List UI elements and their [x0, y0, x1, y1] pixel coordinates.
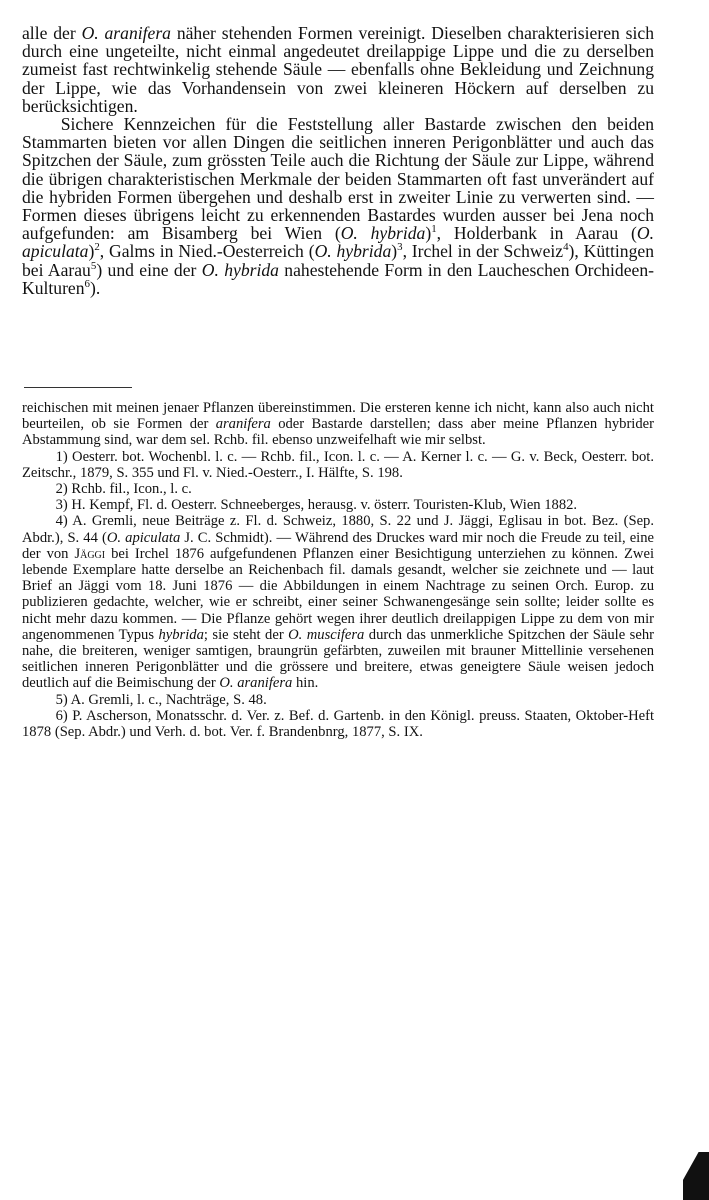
text-run: durch das unmerkliche Spitzchen der Säule sehr nahe, die breiteren, weniger samtigen, braungrün gefärbten, zuweilen mit brauner Mittellinie versehenen seitlichen inneren Perigonblätter und die grössere und breitere, etwas geneigtere Säule weisen jedoch deutlich auf die Beimischung der: [22, 626, 654, 692]
footnote-6: 6) P. Ascherson, Monatsschr. d. Ver. z. Bef. d. Gartenb. in den Königl. preuss. Staaten, Oktober-Heft 1878 (Sep. Abdr.) und Verh. d. bot. Ver. f. Brandenbnrg, 1877, S. IX.: [22, 707, 654, 741]
text-run: näher stehenden Formen vereinigt. Dieselben charakterisieren sich durch eine ungeteilte, nicht einmal angedeutet dreilappige Lippe und die zu derselben zumeist fast rechtwinkelig stehende Säule — ebenfalls ohne Bekleidung und Zeichnung der Lippe, wie das Vorhandensein von zwei kleineren Höckern auf derselben zu berücksichtigen.: [22, 23, 655, 116]
text-run: , Holderbank in Aarau (: [436, 223, 637, 244]
species-name: O. hybrida: [340, 223, 426, 244]
species-name: O. hybrida: [314, 241, 392, 262]
footnote-ref-6[interactable]: 6: [84, 277, 90, 290]
species-name: O. aranifera: [81, 23, 171, 43]
text-run: alle der: [22, 23, 82, 43]
footnotes: [22, 400, 654, 740]
text-run: 4) A. Gremli, neue Beiträge z. Fl. d. Schweiz, 1880, S. 22 und J. Jäggi, Eglisau in bot. Bez. (Sep. Abdr.), S. 44 (: [22, 513, 654, 546]
text-run: ; sie steht der: [203, 626, 289, 643]
footnote-ref-1[interactable]: 1: [431, 223, 437, 236]
footnote-5: 5) A. Gremli, l. c., Nachträge, S. 48.: [55, 691, 267, 708]
footnote-4: [22, 513, 654, 691]
footnote-ref-3[interactable]: 3: [397, 241, 403, 254]
text-run: ): [88, 241, 95, 262]
species-name: O. apiculata: [22, 223, 655, 262]
species-name: O. hybrida: [201, 259, 279, 280]
text-run: nahestehende Form in den Laucheschen Orchideen-Kulturen: [22, 259, 655, 298]
species-name: aranifera: [215, 416, 271, 433]
person-name: Jäggi: [74, 545, 106, 562]
species-name: O. muscifera: [288, 626, 365, 643]
paragraph-2: [22, 115, 654, 297]
text-run: hin.: [292, 675, 319, 692]
text-run: , Galms in Nied.-Oesterreich (: [99, 241, 315, 262]
text-run: J. C. Schmidt). — Während des Druckes ward mir noch die Freude zu teil, eine der von: [22, 529, 655, 562]
species-name: O. aranifera: [219, 675, 293, 692]
text-run: bei Irchel 1876 aufgefundenen Pflanzen einer Besichtigung unterziehen zu können. Zwei lebende Exemplare hatte derselbe an Reichenbach fil. damals gesandt, welcher sie zeichnete und — laut Brief an Jäggi vom 18. Juni 1876 — die Abbildungen in einem Nachtrage zu seinen Orch. Europ. zu publizieren gedachte, welcher, wie er schreibt, einer seiner Schwanengesänge sein sollte; leider sollte es nicht mehr dazu kommen. — Die Pflanze gehört wegen ihrer deutlich dreilappigen Lippe zu dem von mir angenommenen Typus: [22, 545, 655, 643]
text-run: ): [425, 223, 432, 244]
footnote-continuation: [22, 400, 654, 449]
type-name: hybrida: [158, 626, 204, 643]
text-run: ) und eine der: [96, 259, 202, 280]
text-run: Sichere Kennzeichen für die Feststellung aller Bastarde zwischen den beiden Stammarten bieten vor allen Dingen die seitlichen inneren Perigonblätter und auch das Spitzchen der Säule, zum grössten Teile auch die Richtung der Säule zur Lippe, während die übrigen charakteristischen Merkmale der beiden Stammarten oft fast unverändert auf die hybriden Formen übergehen und deshalb erst in zweiter Linie zu verwerten sind. — Formen dieses übrigens leicht zu erkennenden Bastardes wurden ausser bei Jena noch aufgefunden: am Bisamberg bei Wien (: [22, 114, 654, 244]
text-run: reichischen mit meinen jenaer Pflanzen übereinstimmen. Die ersteren kenne ich nicht, kann also auch nicht beurteilen, ob sie Formen der: [22, 400, 654, 433]
footnote-2: 2) Rchb. fil., Icon., l. c.: [55, 481, 192, 498]
page-edge-shadow: [683, 1152, 709, 1200]
footnote-3: 3) H. Kempf, Fl. d. Oesterr. Schneeberges, herausg. v. österr. Touristen-Klub, Wien 1882.: [55, 497, 578, 514]
footnote-ref-2[interactable]: 2: [94, 241, 100, 254]
footnote-ref-4[interactable]: 4: [563, 241, 569, 254]
text-run: ): [391, 241, 398, 262]
main-text: [22, 24, 654, 297]
text-run: , Irchel in der Schweiz: [402, 241, 564, 262]
paragraph-1: [22, 24, 654, 115]
footnote-ref-5[interactable]: 5: [90, 259, 97, 272]
text-run: ), Küttingen bei Aarau: [22, 241, 655, 280]
species-name: O. apiculata: [106, 529, 181, 546]
footnote-1: 1) Oesterr. bot. Wochenbl. l. c. — Rchb. fil., Icon. l. c. — A. Kerner l. c. — G. v. Beck, Oesterr. bot. Zeitschr., 1879, S. 355 und Fl. v. Nied.-Oesterr., I. Hälfte, S. 198.: [22, 448, 654, 481]
footnote-divider: [24, 387, 132, 388]
text-run: ).: [90, 277, 101, 298]
text-run: oder Bastarde darstellen; dass aber meine Pflanzen hybrider Abstammung sind, war dem sel. Rchb. fil. ebenso unzweifelhaft wie mir selbst.: [22, 416, 654, 449]
